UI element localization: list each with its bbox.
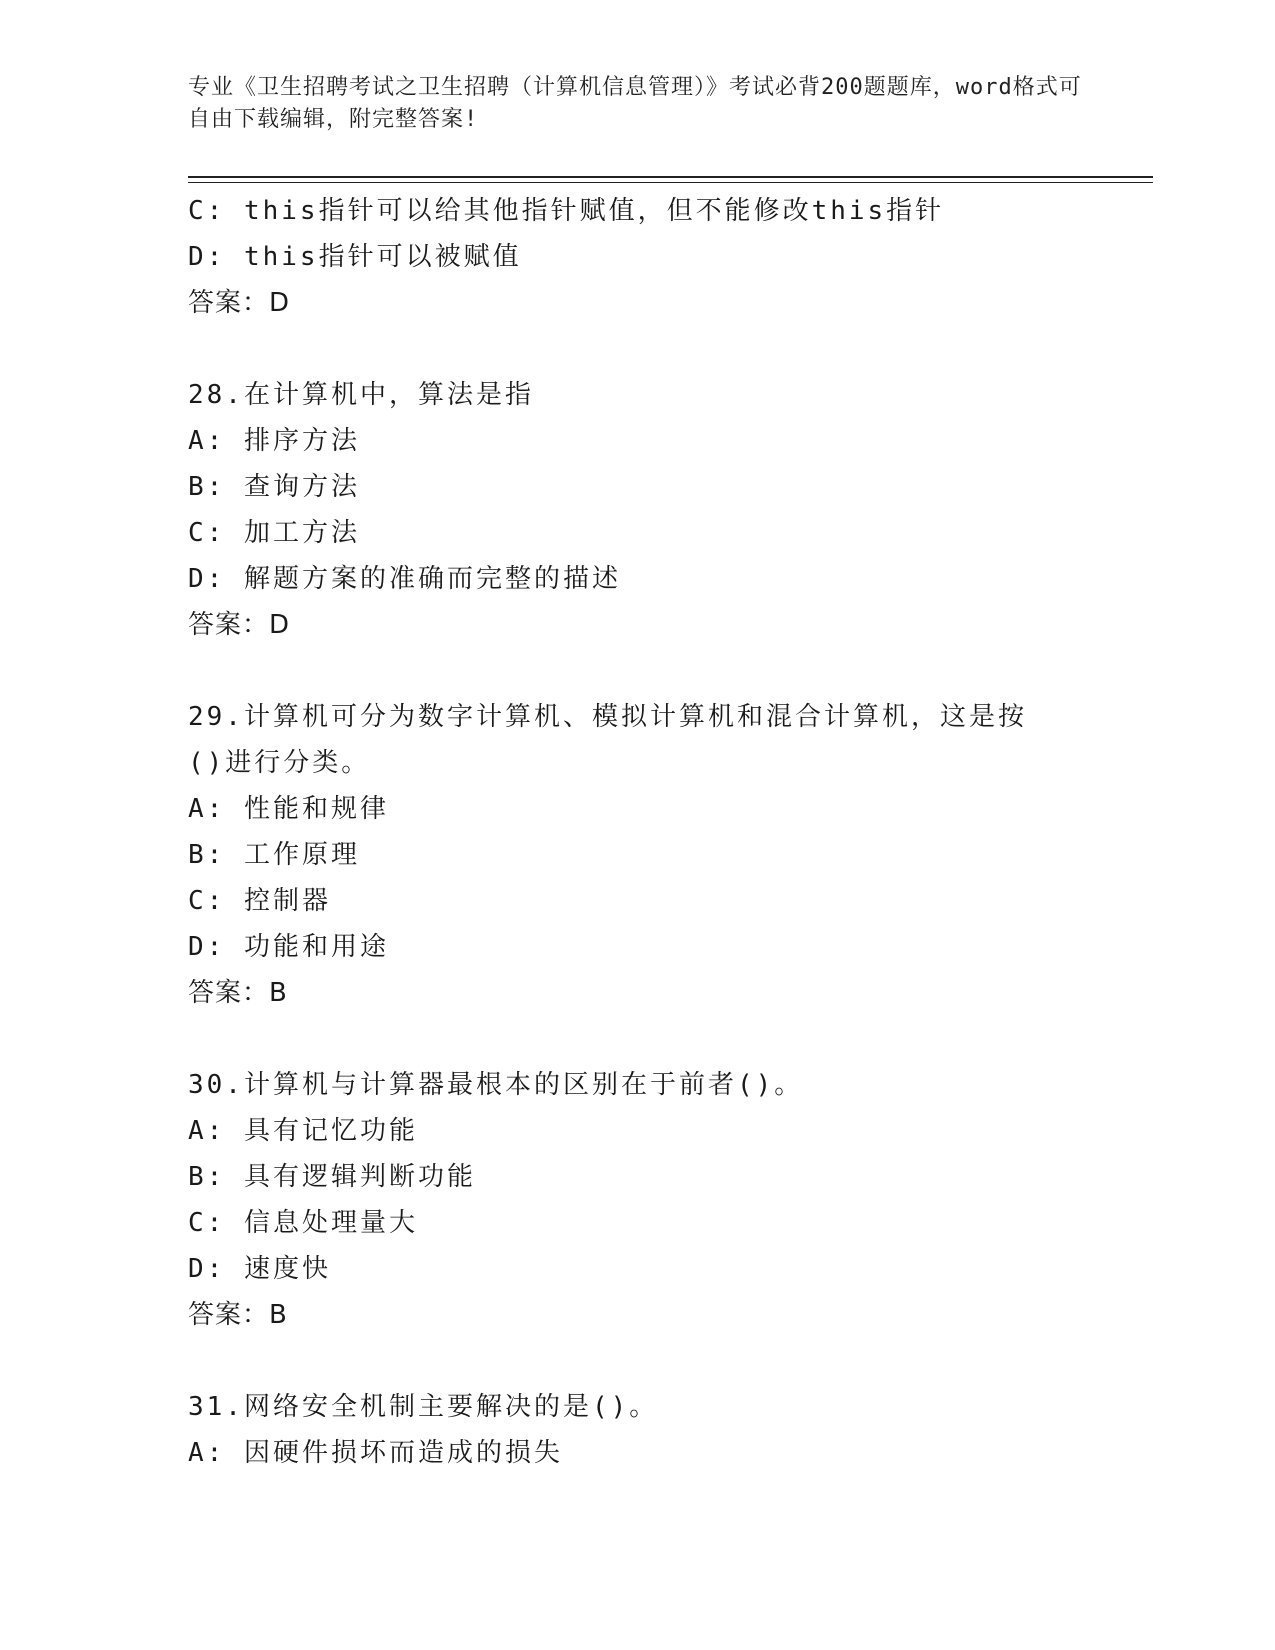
spacer [188, 1338, 1088, 1384]
question-stem: 29.计算机可分为数字计算机、模拟计算机和混合计算机，这是按()进行分类。 [188, 702, 1027, 778]
spacer [188, 1016, 1088, 1062]
question-stem: 28.在计算机中，算法是指 [188, 380, 534, 410]
option-a: A: 具有记忆功能 [188, 1116, 418, 1146]
option-a: A: 排序方法 [188, 426, 360, 456]
spacer [188, 648, 1088, 694]
option-c: C: this指针可以给其他指针赋值，但不能修改this指针 [188, 196, 945, 226]
option-b: B: 具有逻辑判断功能 [188, 1162, 476, 1192]
option-b: B: 工作原理 [188, 840, 360, 870]
option-d: D: 功能和用途 [188, 932, 389, 962]
question-list [188, 188, 1088, 1476]
header-divider-thin [188, 182, 1153, 183]
answer-line: 答案：D [188, 610, 291, 640]
header-divider-thick [188, 176, 1153, 178]
option-d: D: 速度快 [188, 1254, 331, 1284]
option-c: C: 控制器 [188, 886, 331, 916]
option-a: A: 性能和规律 [188, 794, 389, 824]
option-a: A: 因硬件损坏而造成的损失 [188, 1438, 563, 1468]
option-b: B: 查询方法 [188, 472, 360, 502]
option-d: D: this指针可以被赋值 [188, 242, 522, 272]
spacer [188, 326, 1088, 372]
option-c: C: 信息处理量大 [188, 1208, 418, 1238]
option-d: D: 解题方案的准确而完整的描述 [188, 564, 621, 594]
question-stem: 31.网络安全机制主要解决的是()。 [188, 1392, 659, 1422]
answer-line: 答案：D [188, 288, 291, 318]
option-c: C: 加工方法 [188, 518, 360, 548]
document-header: 专业《卫生招聘考试之卫生招聘（计算机信息管理）》考试必背200题题库，word格式可自由下载编辑，附完整答案! [188, 75, 1082, 132]
question-stem: 30.计算机与计算器最根本的区别在于前者()。 [188, 1070, 804, 1100]
answer-line: 答案：B [188, 978, 288, 1008]
answer-line: 答案：B [188, 1300, 288, 1330]
